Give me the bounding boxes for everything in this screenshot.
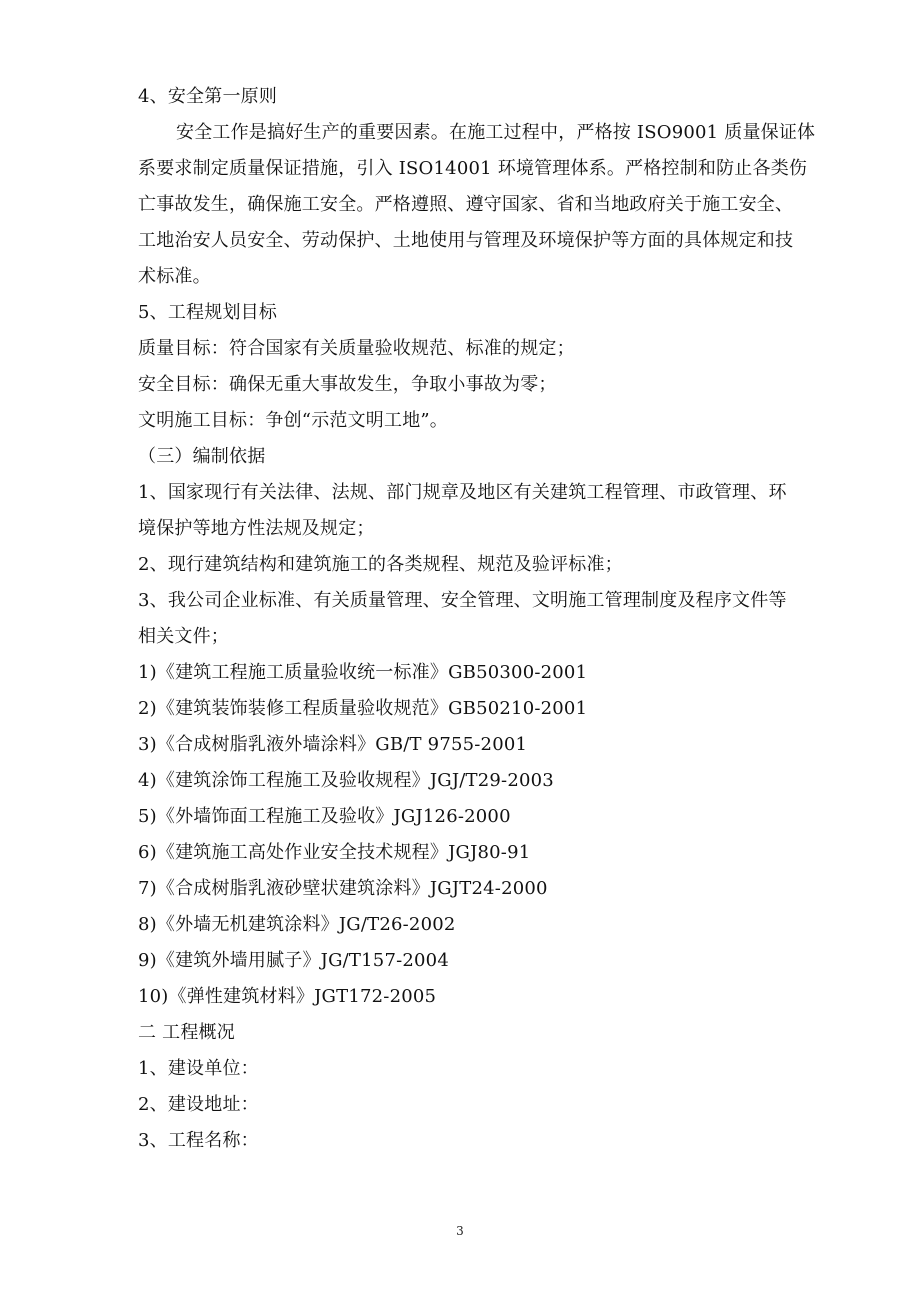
basis-item-3-continued: 相关文件； (138, 626, 229, 647)
standard-item: 6)《建筑施工高处作业安全技术规程》JGJ80-91 (138, 842, 531, 863)
heading-safety-principle: 4、安全第一原则 (138, 86, 278, 107)
standard-item: 1)《建筑工程施工质量验收统一标准》GB50300-2001 (138, 662, 588, 683)
basis-item-3: 3、我公司企业标准、有关质量管理、安全管理、文明施工管理制度及程序文件等 (138, 590, 787, 611)
standard-item: 2)《建筑装饰装修工程质量验收规范》GB50210-2001 (138, 698, 588, 719)
standard-item: 5)《外墙饰面工程施工及验收》JGJ126-2000 (138, 806, 511, 827)
standard-item: 9)《建筑外墙用腻子》JG/T157-2004 (138, 950, 449, 971)
basis-item-2: 2、现行建筑结构和建筑施工的各类规程、规范及验评标准； (138, 554, 623, 575)
construction-unit-field: 1、建设单位： (138, 1058, 259, 1079)
paragraph-line: 安全工作是搞好生产的重要因素。在施工过程中，严格按 ISO9001 质量保证体 (176, 122, 816, 143)
page-number: 3 (456, 1224, 464, 1238)
project-name-field: 3、工程名称： (138, 1130, 259, 1151)
paragraph-line: 系要求制定质量保证措施，引入 ISO14001 环境管理体系。严格控制和防止各类伤 (138, 158, 808, 179)
heading-project-goals: 5、工程规划目标 (138, 302, 278, 323)
quality-goal: 质量目标：符合国家有关质量验收规范、标准的规定； (138, 338, 575, 359)
heading-project-overview: 二 工程概况 (138, 1022, 235, 1043)
standard-item: 4)《建筑涂饰工程施工及验收规程》JGJ/T29-2003 (138, 770, 554, 791)
civilized-construction-goal: 文明施工目标：争创“示范文明工地”。 (138, 410, 449, 431)
safety-goal: 安全目标：确保无重大事故发生，争取小事故为零； (138, 374, 557, 395)
standard-item: 7)《合成树脂乳液砂壁状建筑涂料》JGJT24-2000 (138, 878, 548, 899)
basis-item-1: 1、国家现行有关法律、法规、部门规章及地区有关建筑工程管理、市政管理、环 (138, 482, 787, 503)
standard-item: 8)《外墙无机建筑涂料》JG/T26-2002 (138, 914, 456, 935)
paragraph-line: 工地治安人员安全、劳动保护、土地使用与管理及环境保护等方面的具体规定和技 (138, 230, 794, 251)
paragraph-line: 亡事故发生，确保施工安全。严格遵照、遵守国家、省和当地政府关于施工安全、 (138, 194, 794, 215)
basis-item-1-continued: 境保护等地方性法规及规定； (138, 518, 375, 539)
paragraph-line: 术标准。 (138, 266, 211, 287)
heading-compilation-basis: （三）编制依据 (138, 446, 266, 467)
standard-item: 10)《弹性建筑材料》JGT172-2005 (138, 986, 437, 1007)
standard-item: 3)《合成树脂乳液外墙涂料》GB/T 9755-2001 (138, 734, 528, 755)
construction-address-field: 2、建设地址： (138, 1094, 259, 1115)
